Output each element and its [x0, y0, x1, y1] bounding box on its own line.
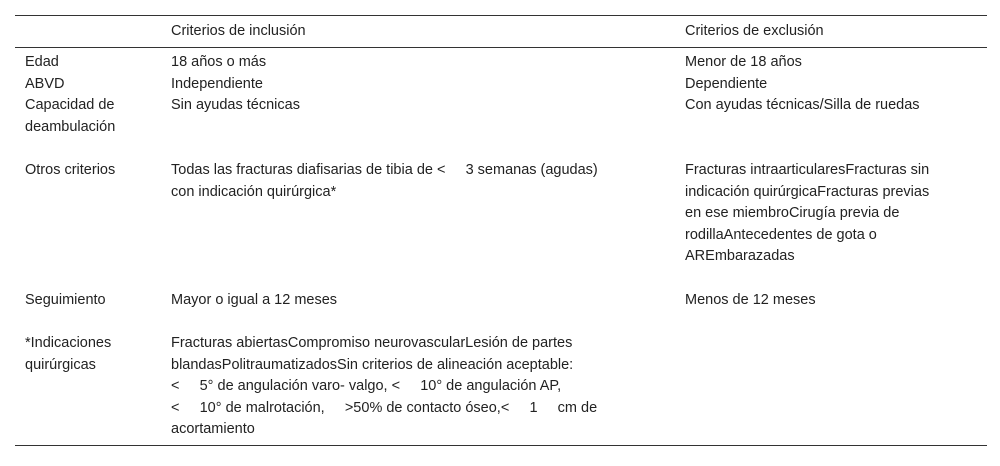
row-label [15, 333, 161, 445]
exclusion-cell-line: Con ayudas técnicas/Silla de ruedas [685, 97, 920, 113]
inclusion-cell-line: con indicación quirúrgica* [171, 183, 337, 200]
row-label [15, 160, 161, 290]
table-body [15, 48, 987, 446]
row-label [15, 290, 161, 334]
row-label-line: Capacidad de [25, 97, 115, 113]
row-label-line: Edad [25, 54, 59, 70]
header-exclusion: Criterios de exclusión [675, 16, 987, 48]
row-label [15, 95, 161, 160]
exclusion-cell-line: rodillaAntecedentes de gota o [685, 226, 877, 243]
header-col1 [15, 16, 161, 48]
table-row [15, 74, 987, 96]
table-row [15, 160, 987, 290]
exclusion-cell-line: en ese miembroCirugía previa de [685, 205, 900, 221]
table-row [15, 290, 987, 334]
exclusion-cell-line: Fracturas intraarticularesFracturas sin [685, 162, 930, 178]
table-row [15, 95, 987, 160]
exclusion-cell-line: Menos de 12 meses [685, 291, 816, 308]
row-label [15, 48, 161, 74]
inclusion-cell-line: Sin ayudas técnicas [171, 97, 300, 113]
exclusion-cell-line: indicación quirúrgicaFracturas previas [685, 183, 930, 200]
inclusion-cell-line: Todas las fracturas diafisarias de tibia de < 3 semanas (agudas) [171, 162, 598, 178]
row-label [15, 74, 161, 96]
inclusion-cell-line: Mayor o igual a 12 meses [171, 291, 338, 308]
inclusion-cell [161, 333, 675, 445]
exclusion-cell [675, 48, 987, 74]
header-inclusion: Criterios de inclusión [161, 16, 675, 48]
row-label-line: *Indicaciones [25, 335, 112, 351]
row-label-line: ABVD [25, 75, 65, 92]
table-row [15, 48, 987, 74]
inclusion-cell [161, 48, 675, 74]
inclusion-cell-line: 18 años o más [171, 54, 267, 70]
exclusion-cell-line: Menor de 18 años [685, 54, 802, 70]
inclusion-cell-line: acortamiento [171, 421, 255, 437]
inclusion-cell-line: blandasPolitraumatizadosSin criterios de alineación aceptable: [171, 356, 574, 373]
inclusion-cell-line: < 5° de angulación varo- valgo, < 10° de angulación AP, [171, 378, 562, 394]
inclusion-cell-line: Fracturas abiertasCompromiso neurovascularLesión de partes [171, 335, 573, 351]
inclusion-cell [161, 160, 675, 290]
row-label-line: Seguimiento [25, 291, 106, 308]
inclusion-cell [161, 95, 675, 160]
row-label-line: Otros criterios [25, 162, 116, 178]
row-label-line: deambulación [25, 118, 116, 135]
inclusion-cell-line: Independiente [171, 75, 263, 92]
exclusion-cell [675, 74, 987, 96]
inclusion-cell [161, 290, 675, 334]
criteria-table [15, 15, 987, 446]
exclusion-cell [675, 333, 987, 445]
exclusion-cell [675, 290, 987, 334]
exclusion-cell [675, 95, 987, 160]
table-row [15, 333, 987, 445]
inclusion-cell-line: < 10° de malrotación, >50% de contacto óseo,< 1 cm de [171, 399, 598, 416]
exclusion-cell-line: Dependiente [685, 75, 768, 92]
exclusion-cell-line: AREmbarazadas [685, 248, 795, 264]
header-row [15, 16, 987, 48]
table-header [15, 16, 987, 48]
row-label-line: quirúrgicas [25, 356, 96, 373]
exclusion-cell [675, 160, 987, 290]
inclusion-cell [161, 74, 675, 96]
